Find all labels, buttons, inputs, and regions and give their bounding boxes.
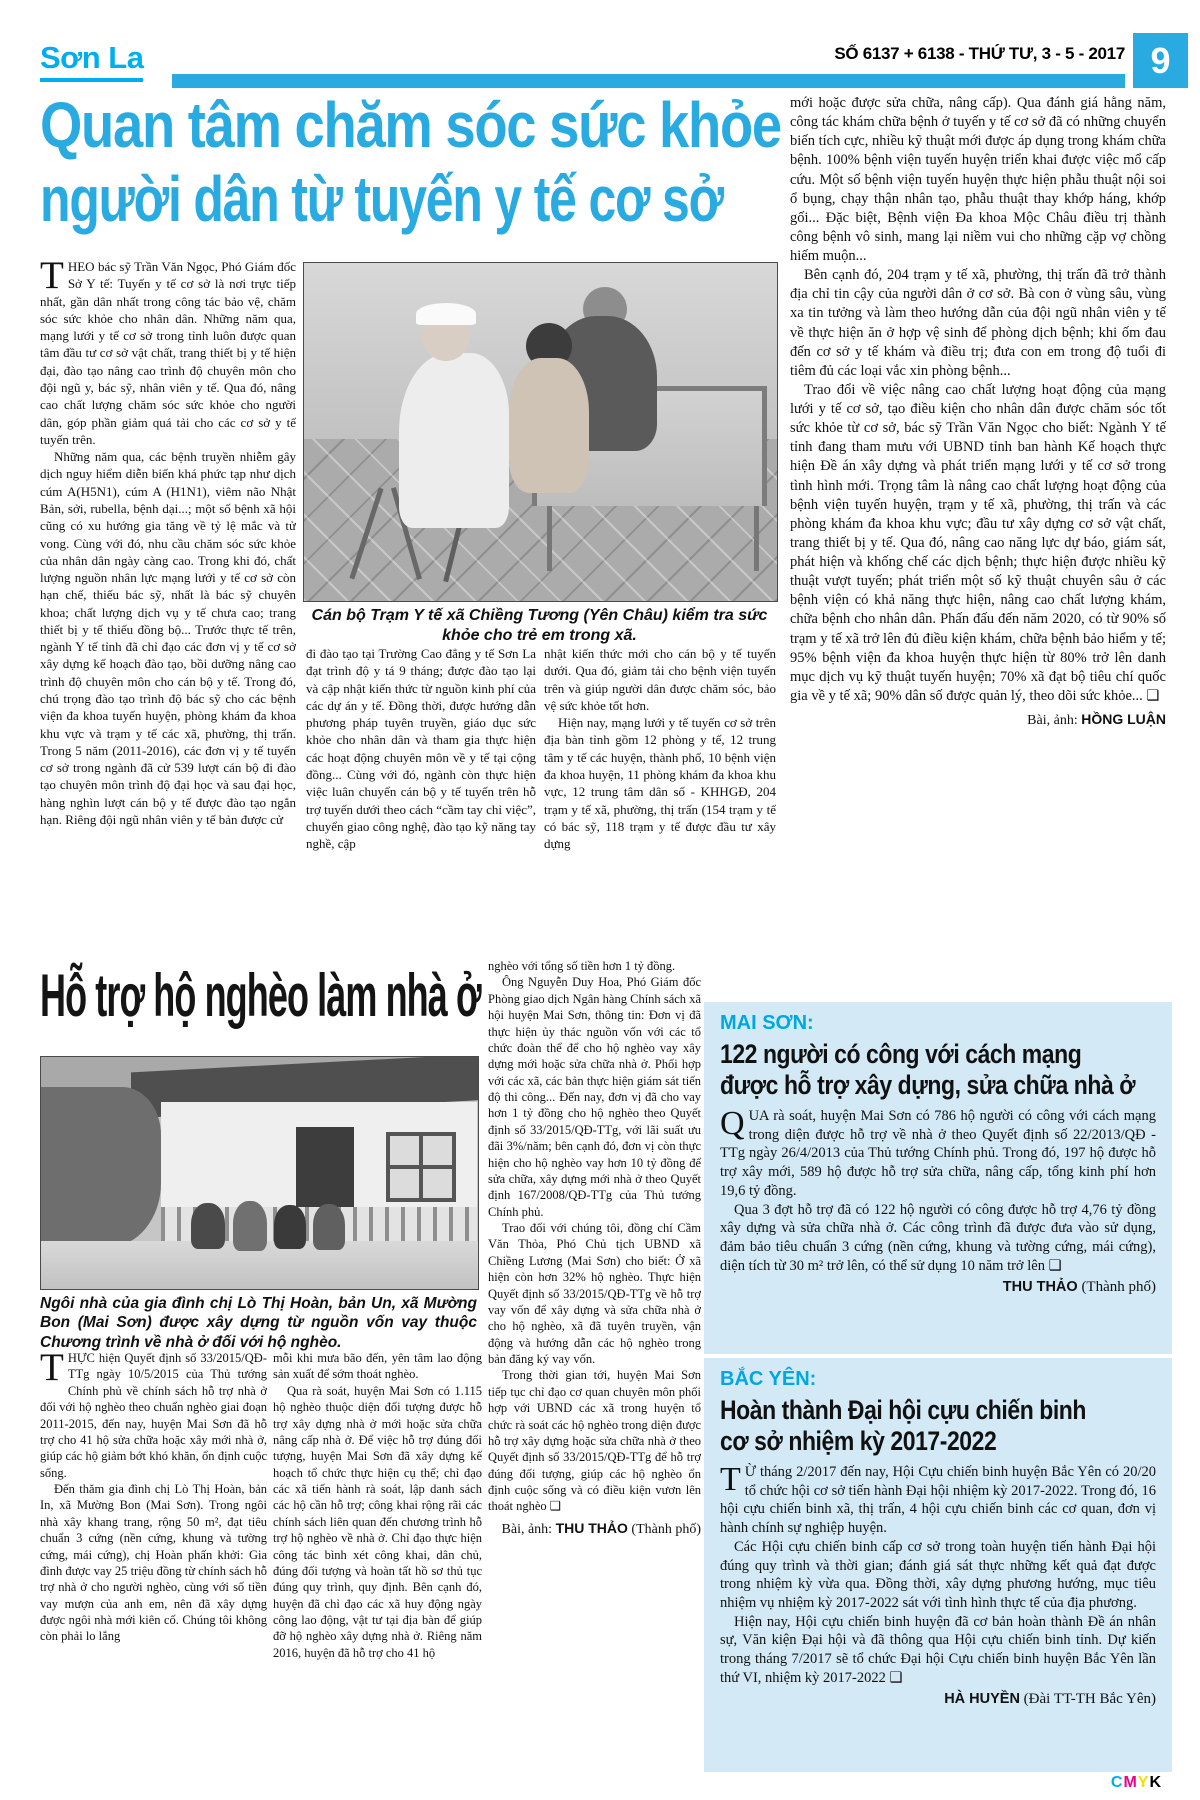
paragraph: mới hoặc được sửa chữa, nâng cấp). Qua đánh giá hằng năm, công tác khám chữa bệnh ở tuyến y tế cơ sở đã có những chuyển biến tích cực, nhiều kỹ thuật mới được áp dụng trong khám chữa bệnh. 100% bệnh viện tuyến huyện triển khai được việc mổ cấp cứu. Một số bệnh viện tuyến huyện thực hiện phẫu thuật nội soi ổ bụng, chạy thận nhân tạo, phẫu thuật thay khớp háng, khớp gối... Đặc biệt, Bệnh viện Đa khoa Mộc Châu điều trị thành công bệnh vô sinh, mang lại niềm vui cho những cặp vợ chồng hiếm muộn... xyxy=(790,95,1166,264)
paragraph-text: UA rà soát, huyện Mai Sơn có 786 hộ người có công với cách mạng trong diện được hỗ trợ về nhà ở theo Quyết định số 22/2013/QĐ - TTg ngày 26/4/2013 của Thủ tướng Chính phủ. Trong đó, 197 hộ được hỗ trợ xây mới, 589 hộ được hỗ trợ sửa chữa, nâng cấp, tổng kinh phí hơn 19,6 tỷ đồng. xyxy=(720,1108,1156,1199)
paragraph: Hiện nay, Hội cựu chiến binh huyện đã cơ bản hoàn thành Đề án nhân sự, Văn kiện Đại hội và đã thông qua Hội cựu chiến binh tỉnh. Dự kiến trong tháng 7/2017 sẽ tổ chức Đại hội Cựu chiến binh huyện Bắc Yên lần thứ VI, nhiệm kỳ 2017-2022 ❑ xyxy=(720,1613,1156,1686)
paragraph: Trao đổi với chúng tôi, đồng chí Cầm Văn Thỏa, Phó Chủ tịch UBND xã Chiềng Lương (Mai Sơn) cho biết: Ở xã hiện còn hơn 32% hộ nghèo. Thực hiện Quyết định số 33/2015/QĐ-TTg về hỗ trợ vay vốn để xây dựng và sửa chữa nhà ở cho hộ nghèo, xã đã tuyên truyền, vận động và hướng dẫn các hộ nghèo trong bản đăng ký vay vốn. xyxy=(488,1221,701,1366)
article2-headline xyxy=(40,948,490,1048)
box-byline xyxy=(720,1690,1156,1709)
box-body xyxy=(720,1463,1156,1710)
cmyk-letter-k: K xyxy=(1149,1774,1162,1791)
dropcap: Q xyxy=(720,1105,745,1142)
article2-byline xyxy=(488,1519,701,1539)
box-title-line: 122 người có công với cách mạng xyxy=(720,1039,1082,1069)
article1-column-2 xyxy=(306,645,536,941)
headline-line: Quan tâm chăm sóc sức khỏe xyxy=(40,89,781,161)
article1-column-4 xyxy=(790,94,1166,936)
paragraph: Trao đổi về việc nâng cao chất lượng hoạt động của mạng lưới y tế cơ sở, tạo điều kiện cho nhân dân được chăm sóc tốt sức khỏe từ cơ sở, bác sỹ Trần Văn Ngọc cho biết: Ngành Y tế tỉnh đang tham mưu với UBND tỉnh ban hành Kế hoạch thực hiện Đề án xây dựng và phát triển mạng lưới y tế cơ sở trong tình hình mới. Trọng tâm là nâng cao chất lượng hoạt động của bệnh viện tuyến huyện, trạm y tế xã, phường, thị trấn và các phòng khám đa khoa khu vực; đầu tư xây dựng cơ sở vật chất, trang thiết bị y tế. Qua đó, nâng cao năng lực dự báo, giám sát, phát hiện và khống chế các dịch bệnh; thực hiện được nhiều kỹ thuật vượt tuyến; phát triển một số kỹ thuật chuyên sâu ở các bệnh viện có khả năng thực hiện, nâng cao chất lượng khám, chữa bệnh cho nhân dân. Phấn đấu đến năm 2020, có từ 90% số trạm y tế xã trở lên đủ điều kiện khám, chữa bệnh bảo hiểm y tế; 95% bệnh viện đa khoa huyện thực hiện từ 80% trở lên danh mục dịch vụ kỹ thuật tuyến huyện; 70% xã đạt bộ tiêu chí quốc gia về y tế xã; 90% dân số được quản lý, theo dõi sức khỏe... ❑ xyxy=(790,381,1166,704)
person-figure xyxy=(313,1204,345,1250)
cmyk-print-mark xyxy=(1111,1774,1162,1792)
cmyk-letter-c: C xyxy=(1110,1774,1124,1791)
byline-author: THU THẢO xyxy=(1002,1279,1078,1296)
paragraph: Đến thăm gia đình chị Lò Thị Hoàn, bản In, xã Mường Bon (Mai Sơn). Trong ngôi nhà xây khang trang, rộng 50 m², đạt tiêu chuẩn 3 cứng (nền cứng, khung và tường cứng, mái cứng), chị Hoàn phấn khởi: Gia đình được vay 25 triệu đồng từ chính sách hỗ trợ nhà ở cho người nghèo, cùng với số tiền vay mượn của anh em, nên đã xây dựng được ngôi nhà mới kiên cố. Chúng tôi không còn phải lo lắng xyxy=(40,1482,267,1644)
cmyk-letter-y: Y xyxy=(1137,1774,1150,1791)
person-figure xyxy=(191,1203,225,1249)
page-number-badge: 9 xyxy=(1133,33,1188,88)
person-figure xyxy=(233,1201,267,1251)
paragraph: Các Hội cựu chiến binh cấp cơ sở trong toàn huyện tiến hành Đại hội đúng quy trình và thời gian; đánh giá sát thực những kết quả đạt được trong nhiệm kỳ vừa qua. Đồng thời, xây dựng phương hướng, mục tiêu nhiệm vụ nhiệm kỳ 2017-2022 sát với tình hình thực tế của địa phương. xyxy=(720,1538,1156,1611)
paragraph-text: HEO bác sỹ Trần Văn Ngọc, Phó Giám đốc Sở Y tế: Tuyến y tế cơ sở là nơi trực tiếp nhất, gần dân nhất trong công tác bảo vệ, chăm sóc sức khỏe cho nhân dân. Những năm qua, mạng lưới y tế cơ sở trong tỉnh luôn được quan tâm đầu tư cơ sở vật chất, trang thiết bị y tế hiện đại, đào tạo nâng cao trình độ chuyên môn cho đội ngũ y, bác sỹ, nhân viên y tế. Qua đó, nâng cao chất lượng chăm sóc sức khỏe cho người dân, góp phần giảm quá tải cho các cơ sở y tế tuyến trên. xyxy=(40,259,296,447)
dropcap: T xyxy=(40,1350,64,1389)
box-body xyxy=(720,1107,1156,1298)
box-kicker: BẮC YÊN: xyxy=(720,1368,817,1390)
box-title xyxy=(720,1039,1156,1101)
paragraph: Qua 3 đợt hỗ trợ đã có 122 hộ người có công được hỗ trợ 4,76 tỷ đồng xây dựng và sửa chữa nhà ở. Các công trình đã được đưa vào sử dụng, đảm bảo tiêu chuẩn 3 cứng (nền cứng, khung và tường cứng, mái cứng), diện tích từ 30 m² trở lên, có thể sử dụng 10 năm trở lên ❑ xyxy=(720,1201,1156,1274)
sidebar-box-bac-yen xyxy=(704,1358,1172,1772)
photo2-caption: Ngôi nhà của gia đình chị Lò Thị Hoàn, bản Un, xã Mường Bon (Mai Sơn) được xây dựng từ nguồn vốn vay thuộc Chương trình về nhà ở đối với hộ nghèo. xyxy=(40,1295,477,1351)
paragraph: Qua rà soát, huyện Mai Sơn có 1.115 hộ nghèo thuộc diện đối tượng được hỗ trợ xây dựng nhà ở mới hoặc sửa chữa nâng cấp nhà ở. Để việc hỗ trợ đúng đối tượng, huyện Mai Sơn đã xây dựng kế hoạch tổ chức thực hiện cụ thể; chỉ đạo các xã tiến hành rà soát, lập danh sách các hộ cần hỗ trợ; công khai rộng rãi các chính sách liên quan đến chương trình hỗ trợ hộ nghèo về nhà ở. Chỉ đạo thực hiện công tác bình xét công khai, dân chủ, đúng đối tượng và hoàn tất hồ sơ thủ tục đúng quy trình, quy định. Bên cạnh đó, huyện đã chỉ đạo các xã huy động ngày công lao động, vật tư tại địa bàn để giúp đỡ hộ nghèo xây dựng nhà ở. Riêng năm 2016, huyện đã hỗ trợ cho 41 hộ xyxy=(273,1383,482,1660)
box-title-line: Hoàn thành Đại hội cựu chiến binh xyxy=(720,1395,1086,1425)
box-title xyxy=(720,1395,1156,1457)
paragraph xyxy=(720,1463,1156,1538)
byline-label: Bài, ảnh: xyxy=(1027,713,1078,728)
dropcap: T xyxy=(720,1461,741,1498)
box-kicker: MAI SƠN: xyxy=(720,1012,814,1034)
article2-column-3 xyxy=(488,958,701,1618)
child-figure xyxy=(509,358,589,493)
paragraph-text: Ừ tháng 2/2017 đến nay, Hội Cựu chiến binh huyện Bắc Yên có 20/20 tổ chức hội cơ sở tiến hành Đại hội nhiệm kỳ 2017-2022. Trong đó, 16 hội cựu chiến binh xã, thị trấn, 4 hội cựu chiến binh các cơ quan, đơn vị hành chính sự nghiệp huyện. xyxy=(720,1464,1156,1537)
paragraph: Trong thời gian tới, huyện Mai Sơn tiếp tục chỉ đạo cơ quan chuyên môn phối hợp với UBND các xã trong huyện tổ chức rà soát các hộ nghèo trong diện được hỗ trợ xây dựng hoặc sửa chữa nhà ở theo Quyết định số 33/2015/QĐ-TTg để hỗ trợ đúng đối tượng, giúp các hộ nghèo ổn định cuộc sống và có điều kiện vươn lên thoát nghèo ❑ xyxy=(488,1368,701,1514)
byline-author: HÀ HUYỀN xyxy=(944,1691,1020,1708)
article1-byline xyxy=(790,710,1166,730)
article2-column-1 xyxy=(40,1350,267,1782)
masthead-bar xyxy=(172,74,1125,88)
house-window xyxy=(386,1132,456,1202)
article1-column-1 xyxy=(40,258,296,940)
byline-suffix: (Thành phố) xyxy=(631,1521,701,1537)
dropcap: T xyxy=(40,258,64,297)
paragraph: Hiện nay, mạng lưới y tế tuyến cơ sở trên địa bàn tỉnh gồm 12 phòng y tế, 12 trung tâm y tế các huyện, thành phố, 10 bệnh viện đa khoa huyện, 11 phòng khám đa khoa khu vực, 12 trung tâm dân số - KHHGĐ, 204 trạm y tế xã, phường, thị trấn (154 trạm y tế có bác sỹ, 118 trạm y tế được đầu tư xây dựng xyxy=(544,715,776,852)
paragraph-text: HỰC hiện Quyết định số 33/2015/QĐ-TTg ngày 10/5/2015 của Thủ tướng Chính phủ về chính sách hỗ trợ nhà ở đối với hộ nghèo theo chuẩn nghèo giai đoạn 2011-2015, đến nay, huyện Mai Sơn đã hỗ trợ cho 41 hộ sửa chữa hoặc xây mới nhà ở, giúp các hộ giảm bớt khó khăn, ổn định cuộc sống. xyxy=(40,1351,267,1480)
paragraph xyxy=(40,258,296,448)
person-figure xyxy=(274,1205,306,1249)
article1-column-3 xyxy=(544,645,776,941)
paragraph: Bên cạnh đó, 204 trạm y tế xã, phường, thị trấn đã trở thành địa chỉ tin cậy của người dân ở cơ sở. Bà con ở vùng sâu, vùng xa tin tưởng và làm theo hướng dẫn của đội ngũ nhân viên y tế về thực hiện ăn ở hợp vệ sinh để phòng dịch bệnh; khi ốm đau đến cơ sở y tế khám và điều trị; đưa con em trong độ tuổi đi tiêm đủ các loại vắc xin phòng bệnh... xyxy=(790,267,1166,379)
bed-leg xyxy=(547,501,552,571)
box-title-line: được hỗ trợ xây dựng, sửa chữa nhà ở xyxy=(720,1070,1136,1100)
house-photo xyxy=(40,1056,479,1290)
cmyk-letter-m: M xyxy=(1123,1774,1138,1791)
paragraph: đi đào tạo tại Trường Cao đẳng y tế Sơn La đạt trình độ y tá 9 tháng; được đào tạo lại và cập nhật kiến thức từ nguồn kinh phí của các dự án y tế. Đồng thời, được hướng dẫn phương pháp tuyên truyền, giáo dục sức khỏe cho nhân dân và tham gia thực hiện các hoạt động chuyên môn về y tế tại cộng đồng... Cùng với đó, ngành còn thực hiện việc luân chuyển cán bộ y tế tuyến trên hỗ trợ tuyến dưới theo cách “cầm tay chỉ việc”, chuyển giao công nghệ, đào tạo kỹ năng tay nghề, cập xyxy=(306,646,536,852)
bed-leg xyxy=(754,501,759,571)
box-byline xyxy=(720,1278,1156,1297)
sidebar-box-mai-son xyxy=(704,1002,1172,1354)
paragraph: Những năm qua, các bệnh truyền nhiễm gây dịch nguy hiểm diễn biến khá phức tạp như dịch cúm A(H5N1), cúm A (H1N1), viêm não Nhật Bản, sởi, rubella, bệnh dại...; một số bệnh xã hội cũng có xu hướng gia tăng về tỷ lệ mắc và tử vong. Cùng với đó, nhu cầu chăm sóc sức khỏe của nhân dân ngày càng cao. Trong khi đó, chất lượng nguồn nhân lực mạng lưới y tế cơ sở còn hạn chế, thiếu bác sỹ, nhất là bác sỹ chuyên khoa; chất lượng dịch vụ y tế chưa cao; trang thiết bị y tế thiếu đồng bộ... Trước thực tế trên, ngành Y tế tỉnh đã chỉ đạo các đơn vị y tế cơ sở xây dựng kế hoạch đào tạo, bồi dưỡng nâng cao trình độ chuyên môn cho cán bộ y tế. Trong đó, chú trọng đào tạo trình độ bác sỹ cho các bệnh viện đa khoa tuyến huyện, phòng khám đa khoa khu vực và trạm y tế các xã, phường, thị trấn. Trong 5 năm (2011-2016), các đơn vị y tế tuyến cơ sở trong ngành đã cử 539 lượt cán bộ đi đào tạo chuyên môn trình độ đại học và sau đại học, hàng nghìn lượt cán bộ y tế được đào tạo ngắn hạn. Riêng đội ngũ nhân viên y tế bản được cử xyxy=(40,449,296,827)
photo1-caption: Cán bộ Trạm Y tế xã Chiềng Tương (Yên Châu) kiểm tra sức khỏe cho trẻ em trong xã. xyxy=(311,607,768,644)
photo-foliage xyxy=(40,1087,161,1247)
box-title-line: cơ sở nhiệm kỳ 2017-2022 xyxy=(720,1426,997,1456)
article1-headline xyxy=(40,88,785,248)
paragraph: mỗi khi mưa bão đến, yên tâm lao động sản xuất để sớm thoát nghèo. xyxy=(273,1351,482,1382)
byline-suffix: (Thành phố) xyxy=(1081,1279,1156,1296)
paragraph xyxy=(40,1350,267,1481)
byline-suffix: (Đài TT-TH Bắc Yên) xyxy=(1023,1691,1156,1708)
issue-date-line: SỐ 6137 + 6138 - THỨ TƯ, 3 - 5 - 2017 xyxy=(834,44,1125,63)
paragraph xyxy=(720,1107,1156,1201)
paragraph: Ông Nguyễn Duy Hoa, Phó Giám đốc Phòng giao dịch Ngân hàng Chính sách xã hội huyện Mai Sơn, thông tin: Đơn vị đã thực hiện ủy thác nguồn vốn với các tổ chức đoàn thể để cho hộ nghèo vay xây dựng mới hoặc sửa chữa nhà ở. Phối hợp với các xã, các bản thực hiện giám sát tiến độ thi công... Đến nay, đơn vị đã cho vay hơn 1 tỷ đồng cho hộ nghèo theo Quyết định số 33/2015/QĐ-TTg, với lãi suất ưu đãi 3%/năm; bên cạnh đó, đơn vị còn thực hiện cho hộ nghèo vay hơn 10 tỷ đồng để sửa chữa, xây dựng mới nhà ở theo Quyết định 167/2008/QĐ-TTg của Thủ tướng Chính phủ. xyxy=(488,975,701,1219)
paragraph: nhật kiến thức mới cho cán bộ y tế tuyến dưới. Qua đó, giảm tải cho bệnh viện tuyến trên và giúp người dân được chăm sóc, bảo vệ sức khỏe tốt hơn. xyxy=(544,646,776,713)
masthead-brand: Sơn La xyxy=(40,40,143,82)
doctor-figure xyxy=(399,353,509,528)
clinic-photo xyxy=(303,262,778,602)
doctor-cap xyxy=(416,303,476,325)
byline-label: Bài, ảnh: xyxy=(501,1521,553,1537)
paragraph: nghèo với tổng số tiền hơn 1 tỷ đồng. xyxy=(488,959,676,973)
byline-author: THU THẢO xyxy=(555,1519,628,1536)
article2-column-2 xyxy=(273,1350,482,1782)
headline-line: người dân từ tuyến y tế cơ sở xyxy=(40,163,723,235)
byline-author: HỒNG LUẬN xyxy=(1081,711,1166,727)
headline-line: Hỗ trợ hộ nghèo làm nhà ở xyxy=(40,962,481,1029)
